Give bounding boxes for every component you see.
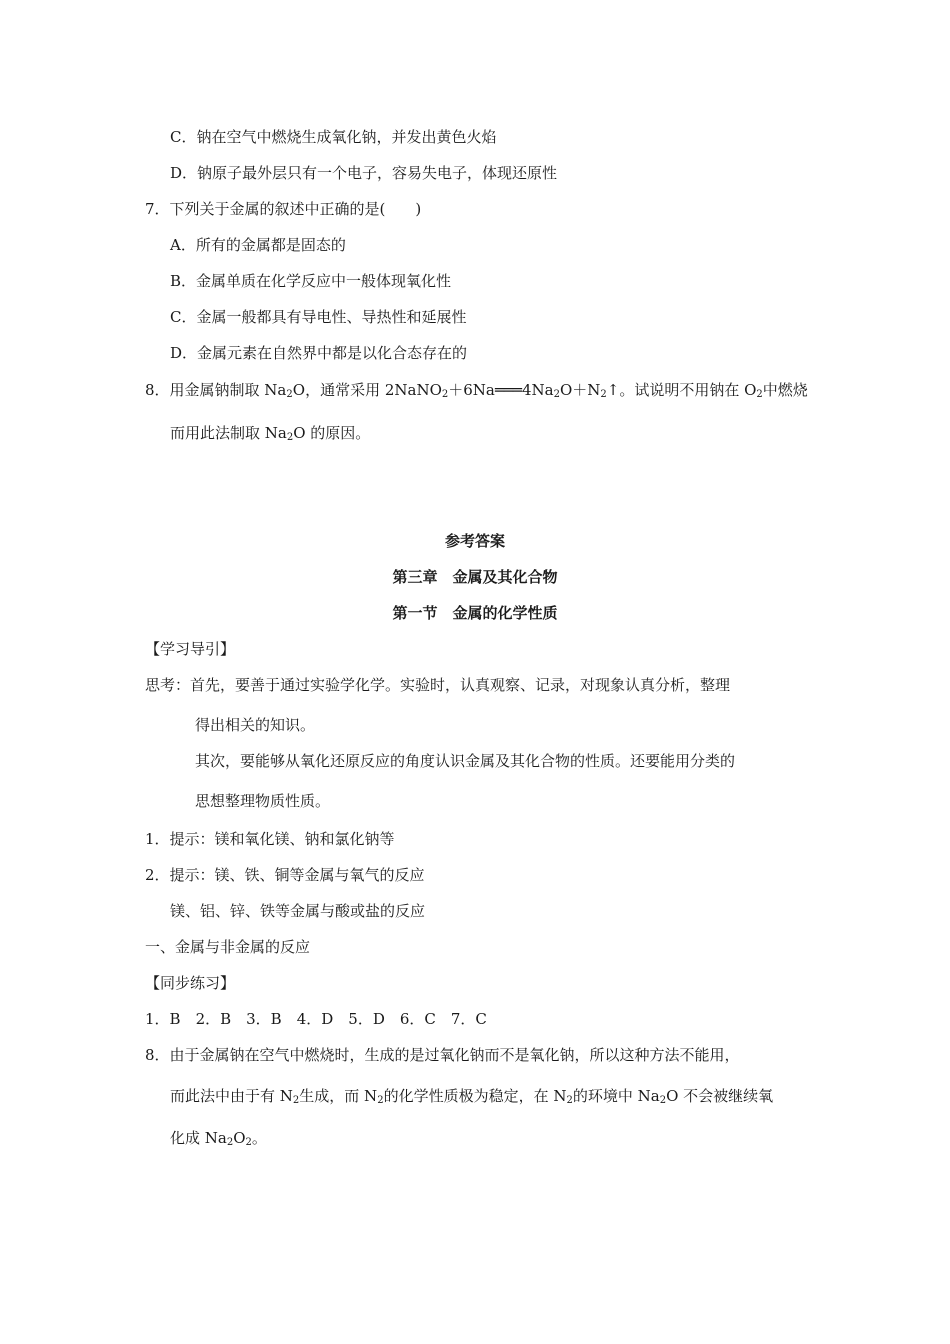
think-line-1: 思考：首先，要善于通过实验学化学。实验时，认真观察、记录，对现象认真分析，整理: [145, 676, 731, 694]
q7-stem: 7．下列关于金属的叙述中正确的是( ): [145, 200, 422, 218]
q8-line-2: 而用此法制取 $Na_2O$ 的原因。: [170, 424, 371, 443]
think-line-2: 得出相关的知识。: [195, 716, 316, 734]
section-heading: 第一节 金属的化学性质: [392, 604, 558, 622]
q8-line-1: 8．用金属钠制取 $Na_2O$，通常采用 $2NaNO_2+6Na═══4Na_2O+N_2↑$。试说明不用钠在 $O_2$中燃烧: [145, 381, 808, 400]
answer-8-line-2: 而此法中由于有 $N_2$生成，而 $N_2$的化学性质极为稳定，在 $N_2$的环境中 $Na_2O$ 不会被继续氧: [170, 1087, 774, 1106]
q7-option-d: D．金属元素在自然界中都是以化合态存在的: [170, 344, 468, 362]
answer-8-line-1: 8．由于金属钠在空气中燃烧时，生成的是过氧化钠而不是氧化钠，所以这种方法不能用，: [145, 1046, 740, 1064]
part-1-heading: 一、金属与非金属的反应: [145, 938, 311, 956]
q7-option-b: B．金属单质在化学反应中一般体现氧化性: [170, 272, 452, 290]
hint-2: 2．提示：镁、铁、铜等金属与氧气的反应: [145, 866, 425, 884]
q6-option-d: D．钠原子最外层只有一个电子，容易失电子，体现还原性: [170, 164, 558, 182]
answer-8-line-3: 化成 $Na_2O_2$。: [170, 1129, 267, 1148]
practice-label: 【同步练习】: [145, 974, 236, 992]
hint-2-continued: 镁、铝、锌、铁等金属与酸或盐的反应: [170, 902, 426, 920]
choice-answers: 1．B 2．B 3．B 4．D 5．D 6．C 7．C: [145, 1010, 487, 1028]
q7-option-a: A．所有的金属都是固态的: [170, 236, 346, 254]
chapter-heading: 第三章 金属及其化合物: [392, 568, 558, 586]
think-line-3: 其次，要能够从氧化还原反应的角度认识金属及其化合物的性质。还要能用分类的: [195, 752, 736, 770]
answers-title: 参考答案: [444, 532, 505, 550]
guide-label: 【学习导引】: [145, 640, 236, 658]
q7-option-c: C．金属一般都具有导电性、导热性和延展性: [170, 308, 467, 326]
q6-option-c: C．钠在空气中燃烧生成氧化钠，并发出黄色火焰: [170, 128, 497, 146]
hint-1: 1．提示：镁和氧化镁、钠和氯化钠等: [145, 830, 395, 848]
think-line-4: 思想整理物质性质。: [195, 792, 331, 810]
